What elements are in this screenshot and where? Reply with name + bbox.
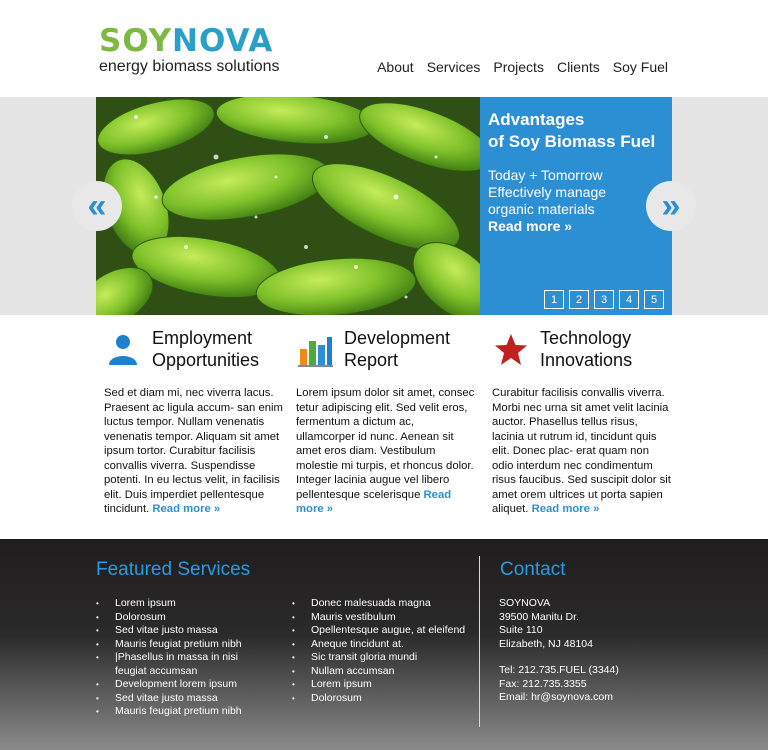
contact-tel: Tel: 212.735.FUEL (3344)	[499, 664, 619, 676]
feature-employment	[104, 327, 284, 517]
feature-technology	[492, 327, 672, 517]
services-list-1	[96, 597, 276, 719]
list-item[interactable]: • Donec malesuada magna	[292, 597, 467, 611]
list-item[interactable]: • Mauris feugiat pretium nibh	[96, 705, 276, 719]
feature-title	[540, 327, 632, 371]
contact-city: Elizabeth, NJ 48104	[499, 637, 593, 650]
star-icon	[492, 331, 530, 369]
page-2-button[interactable]: 2	[569, 290, 589, 309]
list-item[interactable]: • Mauris feugiat pretium nibh	[96, 638, 276, 652]
hero-lines	[488, 167, 664, 218]
feature-title	[152, 327, 259, 371]
header	[0, 0, 768, 97]
feature-development	[296, 327, 476, 517]
contact-title: Contact	[500, 559, 566, 580]
page-4-button[interactable]: 4	[619, 290, 639, 309]
hero-line: Today + Tomorrow	[488, 167, 603, 183]
list-item[interactable]: • Sed vitae justo massa	[96, 624, 276, 638]
services-list-2	[292, 597, 467, 705]
logo-nova: NOVA	[172, 23, 274, 59]
slide-pager	[544, 290, 664, 309]
contact-name: SOYNOVA	[499, 597, 551, 609]
page-1-button[interactable]: 1	[544, 290, 564, 309]
hero-panel	[480, 97, 672, 315]
feature-title	[344, 327, 450, 371]
hero-line: Effectively manage	[488, 184, 607, 200]
hero-title	[488, 109, 664, 153]
list-item[interactable]: • Dolorosum	[292, 692, 467, 706]
hero-title-line2: of Soy Biomass Fuel	[488, 132, 656, 151]
list-item[interactable]: • Development lorem ipsum	[96, 678, 276, 692]
bar-chart-icon	[296, 331, 334, 369]
feature-read-more[interactable]: Read more »	[296, 488, 452, 515]
list-item[interactable]: • Mauris vestibulum	[292, 611, 467, 625]
contact-suite: Suite 110	[499, 624, 543, 636]
list-item[interactable]: • Nullam accumsan	[292, 665, 467, 679]
logo-soy: SOY	[99, 23, 173, 59]
contact-street: 39500 Manitu Dr.	[499, 610, 579, 623]
feature-read-more[interactable]: Read more »	[531, 503, 600, 515]
page-3-button[interactable]: 3	[594, 290, 614, 309]
feature-body-text: Sed et diam mi, nec viverra lacus. Praesent ac ligula accum- san enim luctus tempor. Nullam venenatis venenatis tempor. Aliquam sit amet ipsum tortor. Curabitur facilisis convallis viverra. Suspendisse potenti. In eu lectus velit, in facilisis elit. Duis imperdiet pellentesque tincidunt.	[104, 387, 283, 515]
feature-title-line1: Employment	[152, 328, 253, 348]
features-section	[0, 315, 768, 539]
next-slide-button[interactable]: »	[646, 181, 696, 231]
list-item[interactable]: • Sed vitae justo massa	[96, 692, 276, 706]
list-item[interactable]: • Lorem ipsum	[96, 597, 276, 611]
person-icon	[104, 331, 142, 369]
hero-line: organic materials	[488, 201, 595, 217]
list-item[interactable]: • Lorem ipsum	[292, 678, 467, 692]
feature-read-more[interactable]: Read more »	[152, 503, 221, 515]
list-item[interactable]: • Opellentesque augue, at eleifend	[292, 624, 467, 638]
feature-title-line2: Opportunities	[152, 350, 260, 370]
feature-title-line1: Development	[344, 328, 451, 348]
list-item[interactable]: • Aneque tincidunt at.	[292, 638, 467, 652]
list-item[interactable]: • |Phasellus in massa in nisi feugiat accumsan	[96, 651, 256, 678]
featured-services-title: Featured Services	[96, 559, 251, 580]
main-nav	[377, 59, 668, 75]
footer	[0, 539, 768, 750]
feature-title-line2: Innovations	[540, 350, 633, 370]
list-item[interactable]: • Sic transit gloria mundi	[292, 651, 467, 665]
footer-divider	[479, 556, 480, 727]
feature-body	[492, 386, 672, 517]
nav-services[interactable]: Services	[426, 59, 481, 75]
feature-body	[296, 386, 476, 517]
contact-fax: Fax: 212.735.3355	[499, 677, 587, 690]
prev-slide-button[interactable]: «	[72, 181, 122, 231]
contact-email[interactable]: Email: hr@soynova.com	[499, 691, 613, 703]
page-5-button[interactable]: 5	[644, 290, 664, 309]
edamame-photo	[96, 97, 480, 315]
logo[interactable]	[99, 23, 274, 59]
feature-title-line2: Report	[344, 350, 399, 370]
nav-projects[interactable]: Projects	[493, 59, 544, 75]
nav-clients[interactable]: Clients	[556, 59, 600, 75]
nav-about[interactable]: About	[377, 59, 414, 75]
feature-title-line1: Technology	[540, 328, 632, 348]
feature-body-text: Curabitur facilisis convallis viverra. Morbi nec urna sit amet velit lacinia auctor. Phasellus tellus risus, lacinia ut rutrum id, tincidunt quis elit. Donec plac- erat quam non odio interdum nec condimentum risus faucibus. Sed suscipit dolor sit amet orem ultrices ut porta sapien aliquet.	[492, 387, 671, 515]
feature-body-text: Lorem ipsum dolor sit amet, consec tetur adipiscing elit. Sed velit eros, fermentum a dictum ac, ullamcorper id nunc. Aenean sit amet eros diam. Vestibulum molestie mi turpis, et rhoncus dolor. Integer lacinia augue vel libero pellentesque scelerisque	[296, 387, 475, 501]
hero-image	[96, 97, 480, 315]
list-item[interactable]: • Dolorosum	[96, 611, 276, 625]
nav-soy-fuel[interactable]: Soy Fuel	[612, 59, 668, 75]
tagline: energy biomass solutions	[99, 58, 280, 75]
hero-title-line1: Advantages	[488, 110, 585, 129]
feature-body	[104, 386, 284, 517]
hero-read-more[interactable]: Read more »	[488, 218, 573, 234]
contact-info	[499, 597, 619, 705]
